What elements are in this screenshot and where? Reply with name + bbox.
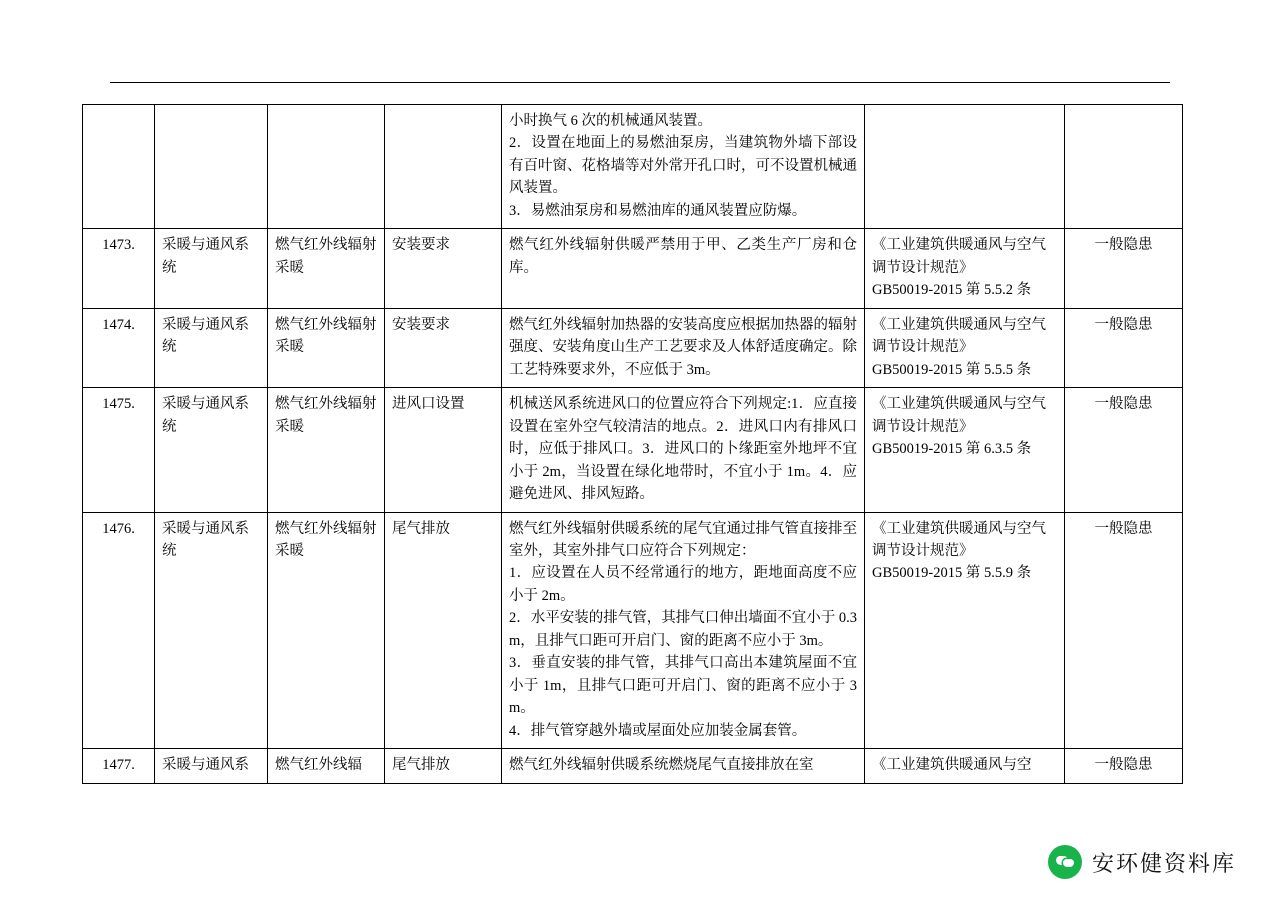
cell-check-item: 尾气排放 (385, 512, 502, 749)
cell-description (502, 105, 865, 229)
reference-title: 《工业建筑供暖通风与空气调节设计规范》 (872, 520, 1046, 559)
description-line: 小时换气 6 次的机械通风装置。 (509, 113, 712, 129)
table-row (83, 749, 1183, 783)
description-line: 3．易燃油泵房和易燃油库的通风装置应防爆。 (509, 202, 807, 219)
cell-check-item: 尾气排放 (385, 749, 502, 783)
reference-code: GB50019-2015 第 5.5.5 条 (872, 361, 1032, 378)
wechat-account-logo-icon (1048, 845, 1082, 879)
cell-system: 采暖与通风系统 (155, 388, 268, 512)
cell-no (83, 105, 155, 229)
description-line: 燃气红外线辐射供暖系统燃烧尾气直接排放在室 (509, 757, 814, 774)
cell-reference (865, 749, 1065, 783)
cell-system: 采暖与通风系 (155, 749, 268, 783)
cell-no: 1473. (83, 229, 155, 308)
table-body (83, 105, 1183, 784)
reference-title: 《工业建筑供暖通风与空气调节设计规范》 (872, 396, 1046, 435)
cell-reference (865, 512, 1065, 749)
cell-reference (865, 229, 1065, 308)
cell-reference (865, 388, 1065, 512)
reference-title: 《工业建筑供暖通风与空气调节设计规范》 (872, 316, 1046, 356)
cell-description (502, 229, 865, 308)
cell-hazard-level: 一般隐患 (1065, 308, 1183, 387)
cell-description (502, 749, 865, 783)
table-row (83, 512, 1183, 749)
cell-hazard-level: 一般隐患 (1065, 749, 1183, 783)
cell-no: 1477. (83, 749, 155, 783)
cell-system: 采暖与通风系统 (155, 308, 268, 387)
cell-hazard-level: 一般隐患 (1065, 388, 1183, 512)
description-line: 燃气红外线辐射供暖系统的尾气宜通过排气管直接排至室外，其室外排气口应符合下列规定： (509, 520, 857, 559)
description-line: 1．应设置在人员不经常通行的地方，距地面高度不应小于 2m。 (509, 565, 857, 604)
cell-hazard-level (1065, 105, 1183, 229)
cell-description (502, 308, 865, 387)
reference-title: 《工业建筑供暖通风与空 (872, 757, 1032, 774)
watermark-text: 安环健资料库 (1091, 851, 1236, 877)
description-line: 2．水平安装的排气管，其排气口伸出墙面不宜小于 0.3m，且排气口距可开启门、窗的距离不应小于 3m。 (509, 610, 857, 649)
cell-subsystem (268, 105, 385, 229)
description-line: 机械送风系统进风口的位置应符合下列规定:1．应直接设置在室外空气较清洁的地点。2．进风口内有排风口时，应低于排风口。3．进风口的卜缘距室外地坪不宜小于 2m，当设置在绿化地带时，不宜小于 1m。4．应避免进风、排风短路。 (509, 396, 857, 503)
description-line: 4．排气管穿越外墙或屋面处应加装金属套管。 (509, 722, 807, 739)
description-line: 3．垂直安装的排气管，其排气口高出本建筑屋面不宜小于 1m，且排气口距可开启门、窗的距离不应小于 3m。 (509, 655, 857, 717)
table-row (83, 308, 1183, 387)
cell-reference (865, 105, 1065, 229)
cell-no: 1476. (83, 512, 155, 749)
reference-code: GB50019-2015 第 6.3.5 条 (872, 441, 1032, 458)
cell-no: 1475. (83, 388, 155, 512)
reference-title: 《工业建筑供暖通风与空气调节设计规范》 (872, 237, 1046, 276)
reference-code: GB50019-2015 第 5.5.9 条 (872, 565, 1032, 582)
table-row (83, 388, 1183, 512)
cell-system: 采暖与通风系统 (155, 512, 268, 749)
description-line: 燃气红外线辐射加热器的安装高度应根据加热器的辐射强度、安装角度山生产工艺要求及人体舒适度确定。除工艺特殊要求外，不应低于 3m。 (509, 316, 857, 378)
cell-system (155, 105, 268, 229)
cell-description (502, 512, 865, 749)
cell-check-item: 安装要求 (385, 308, 502, 387)
reference-code: GB50019-2015 第 5.5.2 条 (872, 282, 1032, 299)
cell-check-item (385, 105, 502, 229)
cell-hazard-level: 一般隐患 (1065, 512, 1183, 749)
description-line: 2．设置在地面上的易燃油泵房，当建筑物外墙下部设有百叶窗、花格墙等对外常开孔口时，可不设置机械通风装置。 (509, 135, 857, 197)
table-row (83, 105, 1183, 229)
cell-subsystem: 燃气红外线辐射采暖 (268, 308, 385, 387)
cell-check-item: 进风口设置 (385, 388, 502, 512)
cell-no: 1474. (83, 308, 155, 387)
watermark (1048, 845, 1236, 879)
cell-hazard-level: 一般隐患 (1065, 229, 1183, 308)
header-rule (110, 82, 1170, 83)
cell-description (502, 388, 865, 512)
cell-check-item: 安装要求 (385, 229, 502, 308)
cell-subsystem: 燃气红外线辐射采暖 (268, 512, 385, 749)
description-line: 燃气红外线辐射供暖严禁用于甲、乙类生产厂房和仓库。 (509, 237, 857, 276)
hazard-checklist-table (82, 104, 1183, 784)
cell-reference (865, 308, 1065, 387)
hazard-checklist-table-container (82, 104, 1182, 784)
cell-system: 采暖与通风系统 (155, 229, 268, 308)
table-row (83, 229, 1183, 308)
cell-subsystem: 燃气红外线辐射采暖 (268, 229, 385, 308)
cell-subsystem: 燃气红外线辐 (268, 749, 385, 783)
cell-subsystem: 燃气红外线辐射采暖 (268, 388, 385, 512)
